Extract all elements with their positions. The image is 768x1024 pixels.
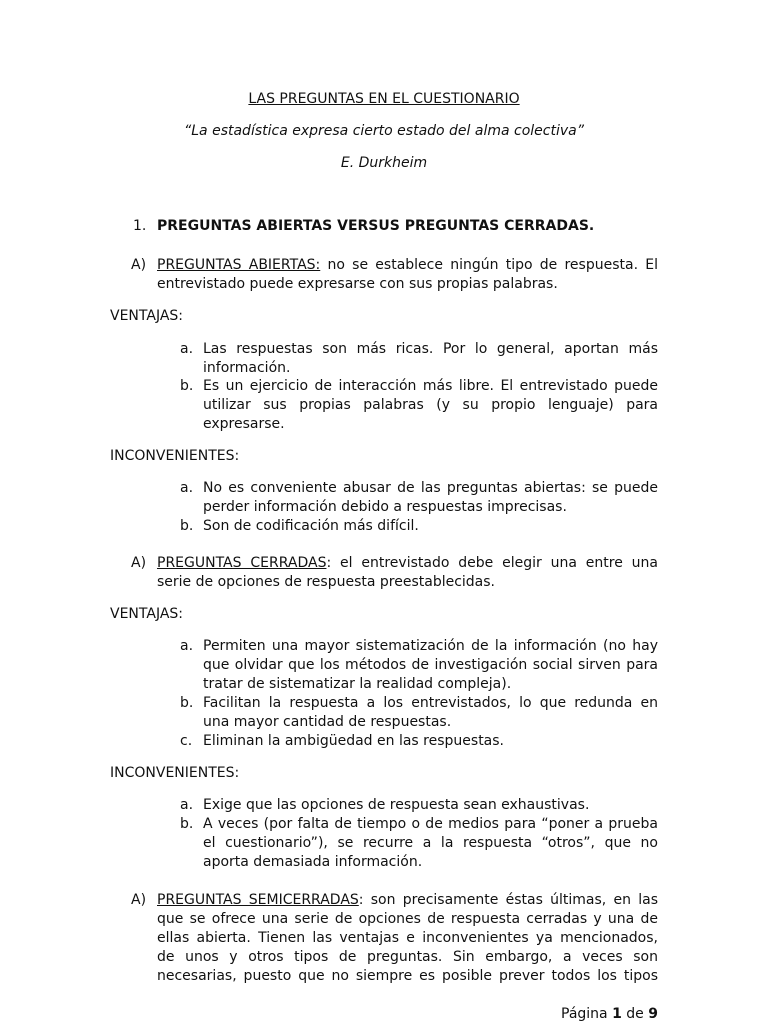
list-item: Eliminan la ambigüedad en las respuestas. <box>203 733 504 749</box>
list-item: aporta demasiada información. <box>203 854 423 870</box>
epigraph-author: E. Durkheim <box>340 155 428 171</box>
list-item: Exige que las opciones de respuesta sean exhaustivas. <box>203 797 590 813</box>
page-total: 9 <box>648 1006 658 1022</box>
page-number: 1 <box>612 1006 622 1022</box>
section-number: 1. <box>133 218 147 234</box>
cerradas-line-1: PREGUNTAS CERRADAS: el entrevistado debe elegir una entre una <box>157 555 659 571</box>
list-item: Son de codificación más difícil. <box>203 518 419 534</box>
list-marker: b. <box>180 695 194 711</box>
list-item: Es un ejercicio de interacción más libre. El entrevistado puede <box>203 378 658 394</box>
list-item: una mayor cantidad de respuestas. <box>203 714 452 730</box>
list-marker: b. <box>180 378 194 394</box>
of-word: de <box>626 1006 644 1022</box>
cerradas-inconvenientes-label: INCONVENIENTES: <box>110 765 240 781</box>
abiertas-ventajas-label: VENTAJAS: <box>110 308 184 324</box>
list-item: Permiten una mayor sistematización de la información (no hay <box>203 638 658 654</box>
abiertas-inconvenientes-label: INCONVENIENTES: <box>110 448 240 464</box>
epigraph-quote: “La estadística expresa cierto estado del alma colectiva” <box>184 123 584 139</box>
list-marker: a. <box>180 797 194 813</box>
list-item: el cuestionario”), se recurre a la respuesta “otros”, que no <box>203 835 658 851</box>
semicerradas-line-2: que se ofrece una serie de opciones de respuesta cerradas y una de <box>157 911 658 927</box>
page-word: Página <box>561 1006 608 1022</box>
cerradas-ventajas-label: VENTAJAS: <box>110 606 184 622</box>
abiertas-label: PREGUNTAS ABIERTAS: <box>157 257 321 273</box>
list-item: Las respuestas son más ricas. Por lo general, aportan más <box>203 341 658 357</box>
list-marker: a. <box>180 638 194 654</box>
list-item: expresarse. <box>203 416 285 432</box>
abiertas-marker: A) <box>131 257 147 273</box>
list-item: información. <box>203 360 291 376</box>
section-title: PREGUNTAS ABIERTAS VERSUS PREGUNTAS CERRADAS. <box>157 218 595 234</box>
list-marker: a. <box>180 480 194 496</box>
cerradas-marker: A) <box>131 555 147 571</box>
list-marker: b. <box>180 518 194 534</box>
list-item: tratar de sistematizar la realidad compleja). <box>203 676 512 692</box>
abiertas-line-2: entrevistado puede expresarse con sus propias palabras. <box>157 276 558 292</box>
list-item: que olvidar que los métodos de investigación social sirven para <box>203 657 658 673</box>
abiertas-line-1: PREGUNTAS ABIERTAS: no se establece ningún tipo de respuesta. El <box>157 257 658 273</box>
semicerradas-line-5: necesarias, puesto que no siempre es posible prever todos los tipos <box>157 968 658 984</box>
list-item: utilizar sus propias palabras (y su propio lenguaje) para <box>203 397 658 413</box>
list-item: Facilitan la respuesta a los entrevistados, lo que redunda en <box>203 695 658 711</box>
list-marker: a. <box>180 341 194 357</box>
list-item: perder información debido a respuestas imprecisas. <box>203 499 567 515</box>
cerradas-line-2: serie de opciones de respuesta preestablecidas. <box>157 574 496 590</box>
cerradas-label: PREGUNTAS CERRADAS <box>157 555 327 571</box>
list-marker: b. <box>180 816 194 832</box>
page-footer <box>561 1006 658 1022</box>
semicerradas-marker: A) <box>131 892 147 908</box>
semicerradas-line-1: PREGUNTAS SEMICERRADAS: son precisamente éstas últimas, en las <box>157 892 658 908</box>
document-title: LAS PREGUNTAS EN EL CUESTIONARIO <box>248 91 520 107</box>
list-marker: c. <box>180 733 193 749</box>
list-item: A veces (por falta de tiempo o de medios para “poner a prueba <box>203 816 658 832</box>
semicerradas-label: PREGUNTAS SEMICERRADAS <box>157 892 359 908</box>
list-item: No es conveniente abusar de las preguntas abiertas: se puede <box>203 480 658 496</box>
semicerradas-line-4: de unos y otros tipos de preguntas. Sin embargo, a veces son <box>157 949 658 965</box>
semicerradas-line-3: ellas abierta. Tienen las ventajas e inconvenientes ya mencionados, <box>157 930 658 946</box>
